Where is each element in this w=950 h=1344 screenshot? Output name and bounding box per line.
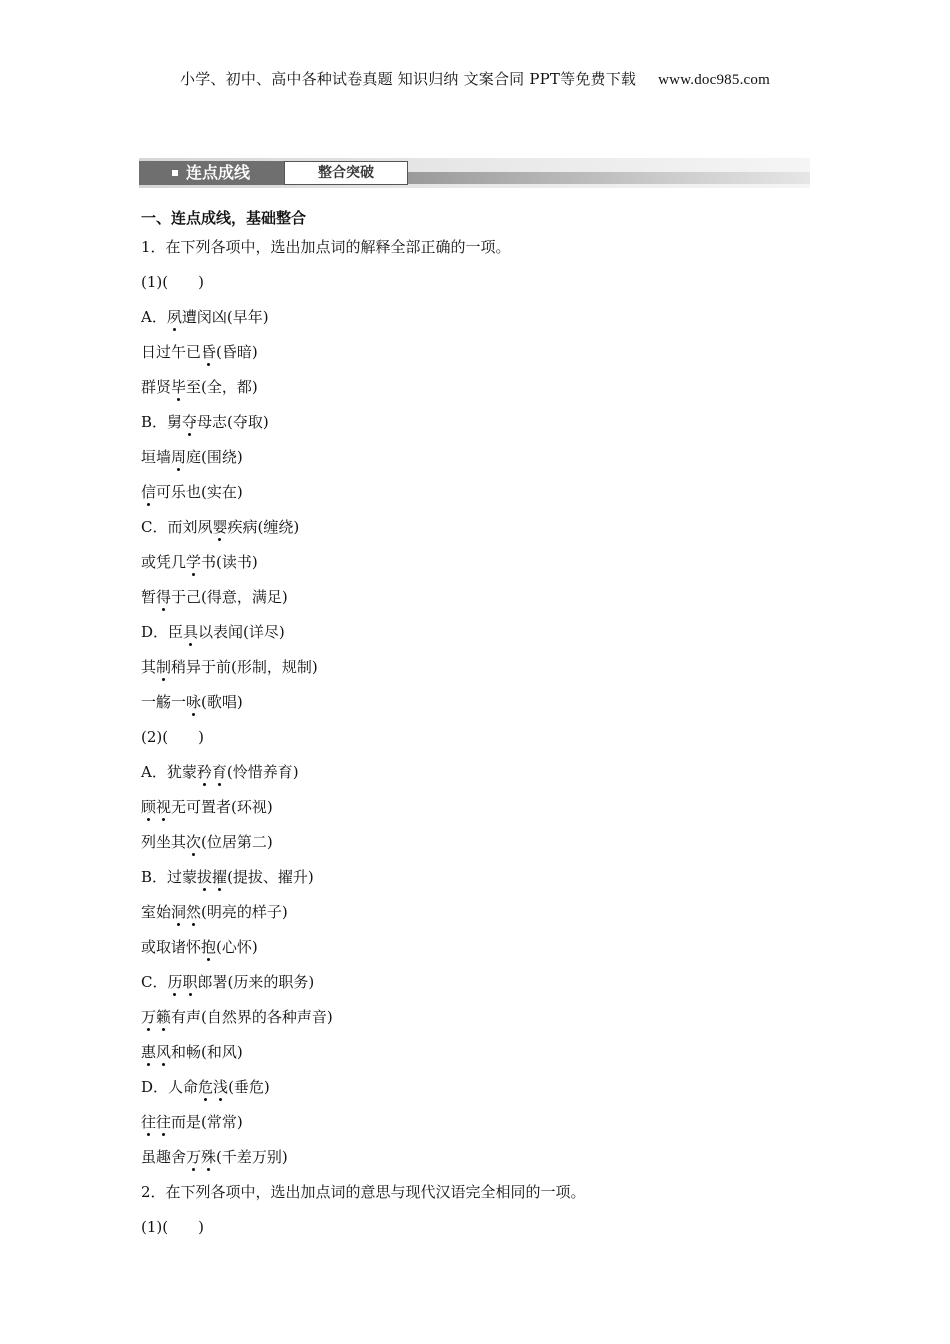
line-text: 室始 bbox=[141, 903, 172, 921]
line-text: 书(读书) bbox=[201, 553, 258, 571]
line-text: B．舅 bbox=[141, 413, 183, 431]
dotted-char: 咏 bbox=[186, 693, 202, 711]
section-banner bbox=[139, 158, 810, 188]
text-line bbox=[141, 516, 811, 551]
line-text: (1)( ) bbox=[141, 273, 204, 291]
dotted-char: 危 bbox=[198, 1078, 214, 1096]
line-text: 一觞一 bbox=[141, 693, 187, 711]
dotted-char: 职 bbox=[182, 973, 198, 991]
dotted-char: 历 bbox=[167, 973, 183, 991]
dotted-char: 籁 bbox=[156, 1008, 172, 1026]
dotted-char: 顾 bbox=[141, 798, 157, 816]
dotted-char: 殊 bbox=[201, 1148, 217, 1166]
line-text: (1)( ) bbox=[141, 1218, 204, 1236]
dotted-char: 昏 bbox=[201, 343, 217, 361]
text-line bbox=[141, 621, 811, 656]
dotted-char: 惠 bbox=[141, 1043, 157, 1061]
text-line bbox=[141, 1216, 811, 1251]
line-text: 遭闵凶(早年) bbox=[181, 308, 269, 326]
line-text: D．人命 bbox=[141, 1078, 199, 1096]
line-text: A． bbox=[141, 308, 167, 326]
line-text: 虽趣舍 bbox=[141, 1148, 187, 1166]
dotted-char: 矜 bbox=[196, 763, 212, 781]
dotted-char: 得 bbox=[156, 588, 172, 606]
dotted-char: 往 bbox=[156, 1113, 172, 1131]
line-text: C． bbox=[141, 973, 168, 991]
text-line bbox=[141, 376, 811, 411]
dotted-char: 育 bbox=[211, 763, 227, 781]
line-text: (提拔、擢升) bbox=[227, 868, 314, 886]
dotted-char: 拔 bbox=[197, 868, 213, 886]
line-text: 庭(围绕) bbox=[186, 448, 243, 466]
dotted-char: 夙 bbox=[166, 308, 182, 326]
line-text: 日过午已 bbox=[141, 343, 202, 361]
line-text: 至(全，都) bbox=[186, 378, 258, 396]
line-text: A．犹蒙 bbox=[141, 763, 197, 781]
text-line bbox=[141, 481, 811, 516]
text-line bbox=[141, 1041, 811, 1076]
text-line bbox=[141, 866, 811, 901]
banner-subtitle: 整合突破 bbox=[284, 161, 408, 185]
text-line bbox=[141, 691, 811, 726]
line-text: (垂危) bbox=[228, 1078, 270, 1096]
line-text: 或凭几 bbox=[141, 553, 187, 571]
dotted-char: 浅 bbox=[213, 1078, 229, 1096]
text-line bbox=[141, 586, 811, 621]
document-body bbox=[141, 207, 811, 1251]
text-line bbox=[141, 936, 811, 971]
dotted-char: 周 bbox=[171, 448, 187, 466]
line-text: 有声(自然界的各种声音) bbox=[171, 1008, 333, 1026]
dotted-char: 次 bbox=[186, 833, 202, 851]
text-line bbox=[141, 1146, 811, 1181]
line-text: D．臣 bbox=[141, 623, 184, 641]
page-header bbox=[0, 68, 950, 89]
dotted-char: 然 bbox=[186, 903, 202, 921]
text-line bbox=[141, 306, 811, 341]
header-site: www.doc985.com bbox=[658, 72, 770, 88]
text-line bbox=[141, 411, 811, 446]
line-text: C．而刘夙 bbox=[141, 518, 213, 536]
line-text: (位居第二) bbox=[201, 833, 273, 851]
text-line bbox=[141, 901, 811, 936]
line-text: (明亮的样子) bbox=[201, 903, 288, 921]
text-line bbox=[141, 971, 811, 1006]
line-text: 母志(夺取) bbox=[197, 413, 269, 431]
text-line bbox=[141, 446, 811, 481]
line-text: B．过蒙 bbox=[141, 868, 198, 886]
dotted-char: 婴 bbox=[212, 518, 228, 536]
line-text: (怜惜养育) bbox=[226, 763, 299, 781]
line-text: 而是(常常) bbox=[171, 1113, 243, 1131]
section-heading bbox=[141, 207, 811, 236]
line-text: 2．在下列各项中，选出加点词的意思与现代汉语完全相同的一项。 bbox=[141, 1183, 586, 1201]
dotted-char: 擢 bbox=[212, 868, 228, 886]
text-line bbox=[141, 1181, 811, 1216]
text-line bbox=[141, 831, 811, 866]
line-text: 以表闻(详尽) bbox=[198, 623, 285, 641]
banner-stripe bbox=[408, 172, 810, 184]
dotted-char: 抱 bbox=[201, 938, 217, 956]
line-text: 郎署(历来的职务) bbox=[197, 973, 315, 991]
text-line bbox=[141, 796, 811, 831]
line-text: 列坐其 bbox=[141, 833, 187, 851]
text-line bbox=[141, 1076, 811, 1111]
text-line bbox=[141, 761, 811, 796]
dotted-char: 洞 bbox=[171, 903, 187, 921]
text-line bbox=[141, 271, 811, 306]
dotted-char: 信 bbox=[141, 483, 157, 501]
line-text: 暂 bbox=[141, 588, 157, 606]
line-text: (2)( ) bbox=[141, 728, 204, 746]
square-bullet-icon bbox=[172, 170, 178, 176]
line-text: 疾病(缠绕) bbox=[227, 518, 300, 536]
dotted-char: 具 bbox=[183, 623, 199, 641]
line-text: 和畅(和风) bbox=[171, 1043, 243, 1061]
text-line bbox=[141, 551, 811, 586]
text-line bbox=[141, 1111, 811, 1146]
line-text: 一、连点成线，基础整合 bbox=[141, 209, 307, 227]
line-text: (歌唱) bbox=[201, 693, 243, 711]
text-line bbox=[141, 341, 811, 376]
line-text: 于己(得意，满足) bbox=[171, 588, 288, 606]
dotted-char: 制 bbox=[156, 658, 172, 676]
line-text: 无可置者(环视) bbox=[171, 798, 273, 816]
line-text: (千差万别) bbox=[216, 1148, 288, 1166]
dotted-char: 万 bbox=[141, 1008, 157, 1026]
text-line bbox=[141, 656, 811, 691]
dotted-char: 风 bbox=[156, 1043, 172, 1061]
line-text: (心怀) bbox=[216, 938, 258, 956]
line-text: (昏暗) bbox=[216, 343, 258, 361]
banner-title-text: 连点成线 bbox=[186, 163, 251, 182]
dotted-char: 学 bbox=[186, 553, 202, 571]
dotted-char: 夺 bbox=[182, 413, 198, 431]
dotted-char: 万 bbox=[186, 1148, 202, 1166]
line-text: 可乐也(实在) bbox=[156, 483, 243, 501]
dotted-char: 视 bbox=[156, 798, 172, 816]
text-line bbox=[141, 1006, 811, 1041]
text-line bbox=[141, 236, 811, 271]
line-text: 稍异于前(形制，规制) bbox=[171, 658, 318, 676]
line-text: 其 bbox=[141, 658, 157, 676]
dotted-char: 往 bbox=[141, 1113, 157, 1131]
header-text: 小学、初中、高中各种试卷真题 知识归纳 文案合同 PPT等免费下载 bbox=[180, 70, 637, 88]
line-text: 或取诸怀 bbox=[141, 938, 202, 956]
line-text: 1．在下列各项中，选出加点词的解释全部正确的一项。 bbox=[141, 238, 511, 256]
line-text: 垣墙 bbox=[141, 448, 172, 466]
banner-title bbox=[139, 161, 284, 185]
text-line bbox=[141, 726, 811, 761]
line-text: 群贤 bbox=[141, 378, 172, 396]
dotted-char: 毕 bbox=[171, 378, 187, 396]
